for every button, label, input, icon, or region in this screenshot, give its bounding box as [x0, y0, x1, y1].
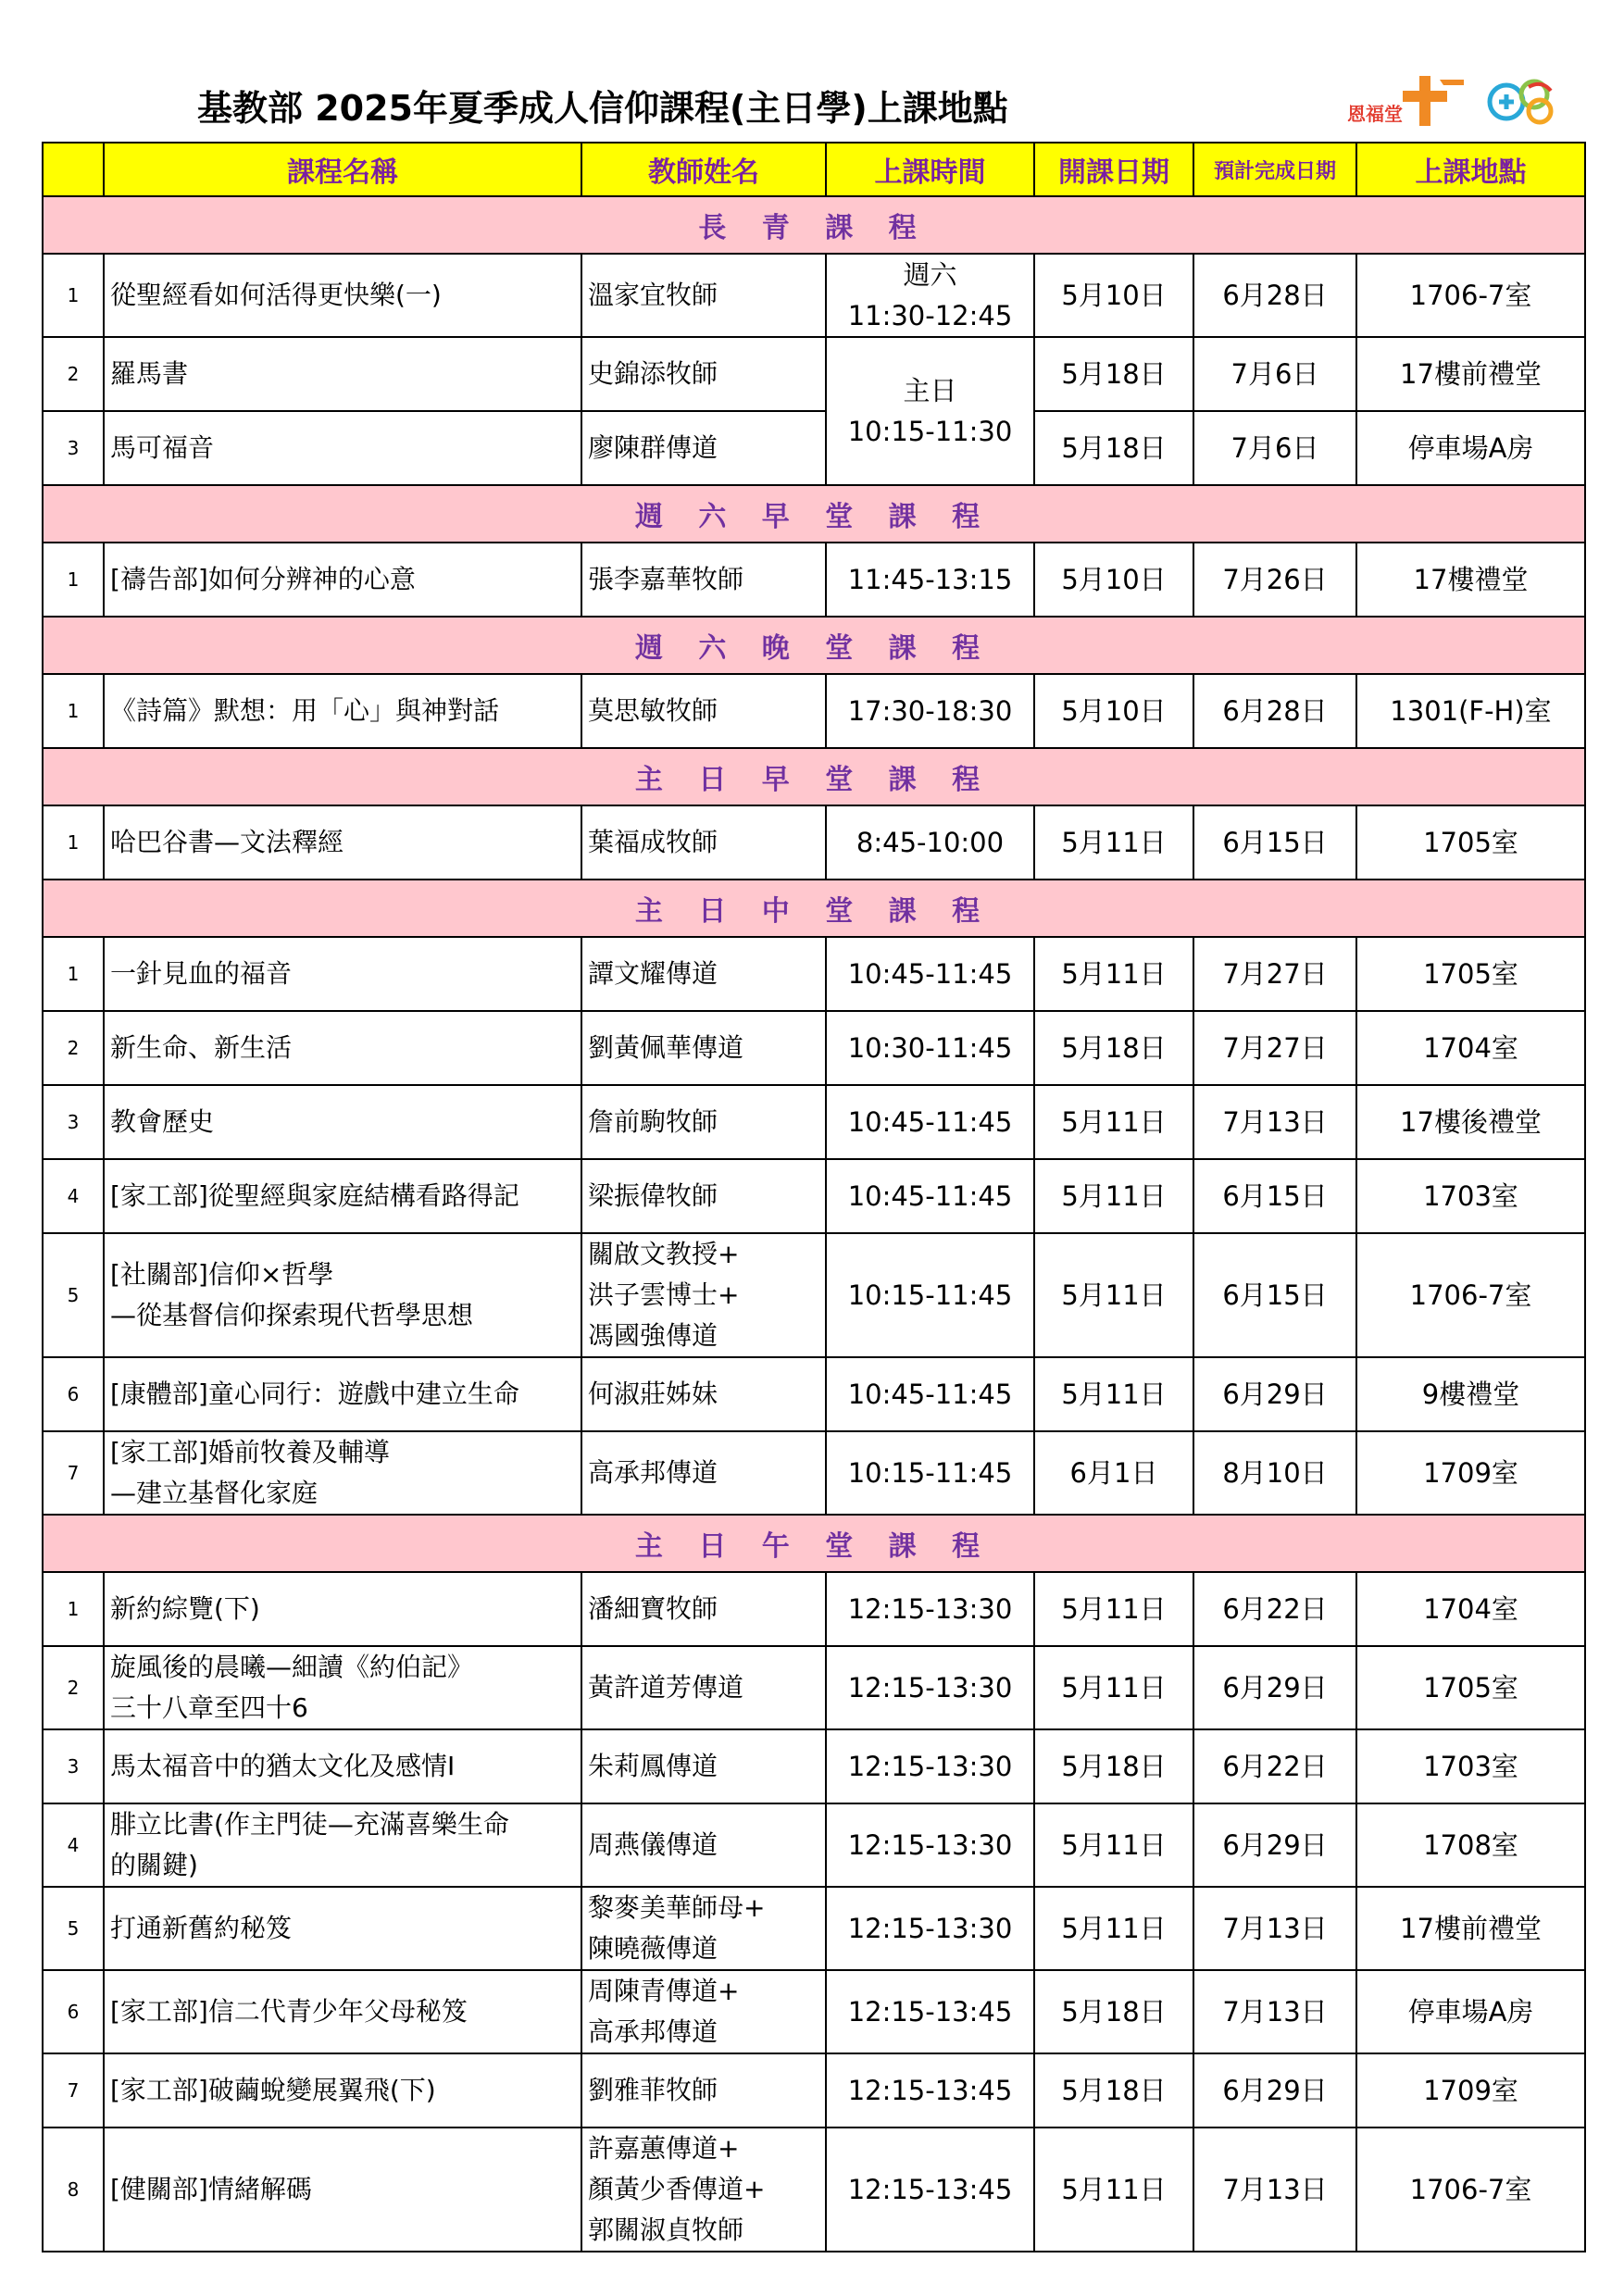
- class-time: 主日: [903, 375, 957, 406]
- location: 1705室: [1356, 805, 1585, 880]
- class-time: 10:15-11:45: [847, 1279, 1013, 1311]
- class-time-cell: [826, 1970, 1034, 2053]
- row-number: 6: [43, 1357, 104, 1431]
- teacher-name: 潘細寶牧師: [588, 1593, 718, 1624]
- course-name: [家工部]從聖經與家庭結構看路得記: [110, 1180, 519, 1211]
- start-date: 5月18日: [1034, 1970, 1193, 2053]
- teacher-name: 陳曉薇傳道: [588, 1933, 718, 1964]
- course-name: [健關部]情緒解碼: [110, 2174, 312, 2204]
- start-date: 5月11日: [1034, 1159, 1193, 1233]
- class-time: 12:15-13:30: [847, 1751, 1013, 1782]
- course-name: 《詩篇》默想：用「心」與神對話: [110, 695, 500, 726]
- class-time: 10:45-11:45: [847, 1379, 1013, 1410]
- end-date: 6月22日: [1193, 1729, 1356, 1803]
- teacher-name: 朱莉鳳傳道: [588, 1751, 718, 1781]
- table-row: [43, 1431, 1585, 1515]
- end-date: 6月29日: [1193, 2053, 1356, 2128]
- class-time-cell: [826, 1233, 1034, 1357]
- class-time: 12:15-13:30: [847, 1829, 1013, 1861]
- start-date: 5月10日: [1034, 254, 1193, 337]
- location: 17樓禮堂: [1356, 543, 1585, 617]
- location: 1709室: [1356, 2053, 1585, 2128]
- course-table: [42, 142, 1586, 2252]
- class-time-cell: [826, 1572, 1034, 1646]
- course-name: 馬可福音: [110, 432, 215, 463]
- teacher-name: 關啟文教授+: [588, 1239, 740, 1269]
- teacher-name: 許嘉蕙傳道+: [588, 2133, 740, 2164]
- class-time: 10:15-11:30: [847, 416, 1013, 447]
- teacher-cell: [581, 674, 826, 748]
- table-row: [43, 543, 1585, 617]
- table-row: [43, 1646, 1585, 1729]
- class-time: 12:15-13:30: [847, 1913, 1013, 1944]
- class-time: 8:45-10:00: [856, 827, 1005, 858]
- location: 1705室: [1356, 1646, 1585, 1729]
- end-date: 6月15日: [1193, 805, 1356, 880]
- teacher-name: 譚文耀傳道: [588, 958, 718, 989]
- header-course-name: 課程名稱: [104, 143, 581, 196]
- location: 17樓後禮堂: [1356, 1085, 1585, 1159]
- table-row: [43, 1803, 1585, 1887]
- teacher-cell: [581, 1729, 826, 1803]
- section-header: [43, 1515, 1585, 1572]
- teacher-cell: [581, 337, 826, 411]
- start-date: 5月11日: [1034, 1233, 1193, 1357]
- teacher-cell: [581, 543, 826, 617]
- class-time-cell: [826, 254, 1034, 337]
- section-header: [43, 748, 1585, 805]
- teacher-name: 洪子雲博士+: [588, 1279, 740, 1310]
- table-row: [43, 1085, 1585, 1159]
- row-number: 3: [43, 1729, 104, 1803]
- teacher-cell: [581, 1970, 826, 2053]
- course-name-cell: [104, 1803, 581, 1887]
- teacher-name: 莫思敏牧師: [588, 695, 718, 726]
- teacher-name: 張李嘉華牧師: [588, 564, 744, 594]
- section-title: 主 日 午 堂 課 程: [43, 1515, 1585, 1572]
- course-name-cell: [104, 543, 581, 617]
- course-name: 新約綜覽(下): [110, 1593, 260, 1624]
- row-number: 1: [43, 674, 104, 748]
- course-name-cell: [104, 1159, 581, 1233]
- course-name-cell: [104, 1085, 581, 1159]
- start-date: 5月11日: [1034, 1572, 1193, 1646]
- teacher-cell: [581, 805, 826, 880]
- start-date: 5月11日: [1034, 1085, 1193, 1159]
- course-name: 打通新舊約秘笈: [110, 1913, 293, 1943]
- course-name: 教會歷史: [110, 1106, 215, 1137]
- teacher-cell: [581, 1011, 826, 1085]
- class-time-cell: [826, 1011, 1034, 1085]
- course-name: —建立基督化家庭: [110, 1478, 319, 1508]
- header-teacher: 教師姓名: [581, 143, 826, 196]
- location: 停車場A房: [1356, 411, 1585, 485]
- teacher-cell: [581, 254, 826, 337]
- location: 1706-7室: [1356, 2128, 1585, 2252]
- section-title: 週 六 晚 堂 課 程: [43, 617, 1585, 674]
- section-header: [43, 196, 1585, 254]
- course-name-cell: [104, 1357, 581, 1431]
- class-time-cell: [826, 1085, 1034, 1159]
- location: 1704室: [1356, 1011, 1585, 1085]
- end-date: 7月26日: [1193, 543, 1356, 617]
- row-number: 4: [43, 1159, 104, 1233]
- location: 1706-7室: [1356, 254, 1585, 337]
- location: 1703室: [1356, 1729, 1585, 1803]
- course-name-cell: [104, 2053, 581, 2128]
- teacher-name: 詹前駒牧師: [588, 1106, 718, 1137]
- table-row: [43, 937, 1585, 1011]
- course-name-cell: [104, 674, 581, 748]
- end-date: 7月13日: [1193, 1887, 1356, 1970]
- course-name: 馬太福音中的猶太文化及感情Ⅰ: [110, 1751, 456, 1781]
- class-time-cell: [826, 1159, 1034, 1233]
- row-number: 2: [43, 1011, 104, 1085]
- end-date: 6月22日: [1193, 1572, 1356, 1646]
- table-row: [43, 1887, 1585, 1970]
- end-date: 6月15日: [1193, 1159, 1356, 1233]
- teacher-name: 何淑莊姊妹: [588, 1379, 718, 1409]
- table-row: [43, 805, 1585, 880]
- class-time-cell: [826, 543, 1034, 617]
- end-date: 6月29日: [1193, 1803, 1356, 1887]
- table-row: [43, 1729, 1585, 1803]
- course-name-cell: [104, 1431, 581, 1515]
- course-name-cell: [104, 1572, 581, 1646]
- teacher-cell: [581, 1803, 826, 1887]
- location: 1703室: [1356, 1159, 1585, 1233]
- class-time-cell: [826, 1887, 1034, 1970]
- end-date: 7月13日: [1193, 1085, 1356, 1159]
- teacher-cell: [581, 1233, 826, 1357]
- course-name: 羅馬書: [110, 358, 189, 389]
- class-time-cell: [826, 674, 1034, 748]
- course-name-cell: [104, 1233, 581, 1357]
- course-name-cell: [104, 937, 581, 1011]
- teacher-name: 郭關淑貞牧師: [588, 2215, 744, 2245]
- table-row: [43, 1970, 1585, 2053]
- course-name: 哈巴谷書—文法釋經: [110, 827, 344, 857]
- department-logo: [1486, 70, 1560, 130]
- section-title: 週 六 早 堂 課 程: [43, 485, 1585, 543]
- start-date: 5月11日: [1034, 1646, 1193, 1729]
- class-time-cell: [826, 1431, 1034, 1515]
- location: 1301(F-H)室: [1356, 674, 1585, 748]
- row-number: 1: [43, 937, 104, 1011]
- class-time: 11:45-13:15: [847, 564, 1013, 595]
- teacher-name: 溫家宜牧師: [588, 280, 718, 310]
- row-number: 1: [43, 254, 104, 337]
- header-no: [43, 143, 104, 196]
- table-row: [43, 1357, 1585, 1431]
- class-time-cell: [826, 337, 1034, 485]
- course-name: [家工部]婚前牧養及輔導: [110, 1437, 390, 1467]
- row-number: 2: [43, 337, 104, 411]
- teacher-name: 高承邦傳道: [588, 1457, 718, 1488]
- class-time-cell: [826, 1646, 1034, 1729]
- teacher-cell: [581, 1431, 826, 1515]
- end-date: 7月13日: [1193, 2128, 1356, 2252]
- teacher-cell: [581, 411, 826, 485]
- course-name-cell: [104, 1970, 581, 2053]
- class-time: 12:15-13:30: [847, 1672, 1013, 1703]
- class-time-cell: [826, 1357, 1034, 1431]
- table-row: [43, 337, 1585, 411]
- start-date: 5月11日: [1034, 1803, 1193, 1887]
- class-time: 12:15-13:30: [847, 1593, 1013, 1625]
- course-name: [康體部]童心同行：遊戲中建立生命: [110, 1379, 519, 1409]
- course-name: 三十八章至四十6: [110, 1692, 308, 1723]
- start-date: 6月1日: [1034, 1431, 1193, 1515]
- end-date: 6月29日: [1193, 1646, 1356, 1729]
- course-name-cell: [104, 1729, 581, 1803]
- location: 停車場A房: [1356, 1970, 1585, 2053]
- teacher-cell: [581, 1085, 826, 1159]
- class-time: 10:30-11:45: [847, 1032, 1013, 1064]
- course-name-cell: [104, 1011, 581, 1085]
- teacher-cell: [581, 1887, 826, 1970]
- table-row: [43, 1011, 1585, 1085]
- table-row: [43, 2053, 1585, 2128]
- row-number: 7: [43, 1431, 104, 1515]
- teacher-name: 高承邦傳道: [588, 2016, 718, 2047]
- teacher-name: 黃許道芳傳道: [588, 1672, 744, 1703]
- class-time: 11:30-12:45: [847, 300, 1013, 331]
- course-name: [家工部]破繭蛻變展翼飛(下): [110, 2075, 436, 2105]
- section-header: [43, 617, 1585, 674]
- start-date: 5月11日: [1034, 805, 1193, 880]
- row-number: 7: [43, 2053, 104, 2128]
- teacher-cell: [581, 1159, 826, 1233]
- location: 1708室: [1356, 1803, 1585, 1887]
- class-time-cell: [826, 2053, 1034, 2128]
- start-date: 5月18日: [1034, 2053, 1193, 2128]
- table-row: [43, 1572, 1585, 1646]
- end-date: 7月13日: [1193, 1970, 1356, 2053]
- start-date: 5月18日: [1034, 337, 1193, 411]
- course-name: [社關部]信仰×哲學: [110, 1259, 334, 1290]
- row-number: 6: [43, 1970, 104, 2053]
- row-number: 3: [43, 411, 104, 485]
- section-header: [43, 880, 1585, 937]
- location: 1706-7室: [1356, 1233, 1585, 1357]
- course-name: 旋風後的晨曦—細讀《約伯記》: [110, 1652, 474, 1682]
- course-name-cell: [104, 2128, 581, 2252]
- header-start-date: 開課日期: [1034, 143, 1193, 196]
- teacher-name: 顏黃少香傳道+: [588, 2174, 766, 2204]
- row-number: 8: [43, 2128, 104, 2252]
- header-end-date: 預計完成日期: [1193, 143, 1356, 196]
- course-name: [家工部]信二代青少年父母秘笈: [110, 1996, 468, 2027]
- course-name: 新生命、新生活: [110, 1032, 293, 1063]
- location: 17樓前禮堂: [1356, 1887, 1585, 1970]
- start-date: 5月10日: [1034, 543, 1193, 617]
- header-location: 上課地點: [1356, 143, 1585, 196]
- section-title: 主 日 中 堂 課 程: [43, 880, 1585, 937]
- course-name-cell: [104, 1887, 581, 1970]
- end-date: 7月6日: [1193, 411, 1356, 485]
- class-time-cell: [826, 1803, 1034, 1887]
- course-name-cell: [104, 337, 581, 411]
- row-number: 1: [43, 543, 104, 617]
- course-name: —從基督信仰探索現代哲學思想: [110, 1300, 474, 1330]
- class-time: 12:15-13:45: [847, 2174, 1013, 2205]
- section-title: 長 青 課 程: [43, 196, 1585, 254]
- row-number: 3: [43, 1085, 104, 1159]
- end-date: 7月6日: [1193, 337, 1356, 411]
- table-row: [43, 1233, 1585, 1357]
- teacher-cell: [581, 1357, 826, 1431]
- course-name-cell: [104, 805, 581, 880]
- class-time: 10:45-11:45: [847, 1106, 1013, 1138]
- teacher-name: 廖陳群傳道: [588, 432, 718, 463]
- end-date: 6月28日: [1193, 674, 1356, 748]
- class-time: 17:30-18:30: [847, 695, 1013, 727]
- course-name: [禱告部]如何分辨神的心意: [110, 564, 416, 594]
- row-number: 1: [43, 1572, 104, 1646]
- class-time: 12:15-13:45: [847, 2075, 1013, 2106]
- table-row: [43, 411, 1585, 485]
- row-number: 2: [43, 1646, 104, 1729]
- class-time-cell: [826, 937, 1034, 1011]
- teacher-name: 史錦添牧師: [588, 358, 718, 389]
- class-time-cell: [826, 1729, 1034, 1803]
- course-name: 一針見血的福音: [110, 958, 293, 989]
- teacher-name: 劉黃佩華傳道: [588, 1032, 744, 1063]
- start-date: 5月11日: [1034, 2128, 1193, 2252]
- start-date: 5月11日: [1034, 1887, 1193, 1970]
- teacher-name: 梁振偉牧師: [588, 1180, 718, 1211]
- teacher-cell: [581, 2128, 826, 2252]
- start-date: 5月11日: [1034, 1357, 1193, 1431]
- start-date: 5月10日: [1034, 674, 1193, 748]
- location: 1705室: [1356, 937, 1585, 1011]
- teacher-name: 馮國強傳道: [588, 1320, 718, 1351]
- class-time-cell: [826, 2128, 1034, 2252]
- class-time: 10:15-11:45: [847, 1457, 1013, 1489]
- end-date: 7月27日: [1193, 937, 1356, 1011]
- table-row: [43, 1159, 1585, 1233]
- start-date: 5月11日: [1034, 937, 1193, 1011]
- table-row: [43, 2128, 1585, 2252]
- table-row: [43, 254, 1585, 337]
- location: 9樓禮堂: [1356, 1357, 1585, 1431]
- teacher-cell: [581, 2053, 826, 2128]
- class-time: 週六: [903, 259, 957, 291]
- course-name: 從聖經看如何活得更快樂(一): [110, 280, 442, 310]
- church-logo: [1347, 72, 1468, 130]
- teacher-cell: [581, 1572, 826, 1646]
- course-name-cell: [104, 1646, 581, 1729]
- row-number: 5: [43, 1887, 104, 1970]
- start-date: 5月18日: [1034, 1011, 1193, 1085]
- teacher-cell: [581, 1646, 826, 1729]
- course-name-cell: [104, 411, 581, 485]
- course-name: 腓立比書(作主門徒—充滿喜樂生命: [110, 1809, 509, 1840]
- teacher-name: 葉福成牧師: [588, 827, 718, 857]
- course-name-cell: [104, 254, 581, 337]
- page-title: 基教部 2025年夏季成人信仰課程(主日學)上課地點: [197, 88, 1008, 129]
- row-number: 1: [43, 805, 104, 880]
- teacher-name: 黎麥美華師母+: [588, 1892, 766, 1923]
- end-date: 6月28日: [1193, 254, 1356, 337]
- header-row: [43, 143, 1585, 196]
- end-date: 8月10日: [1193, 1431, 1356, 1515]
- end-date: 7月27日: [1193, 1011, 1356, 1085]
- end-date: 6月29日: [1193, 1357, 1356, 1431]
- location: 1709室: [1356, 1431, 1585, 1515]
- end-date: 6月15日: [1193, 1233, 1356, 1357]
- row-number: 5: [43, 1233, 104, 1357]
- teacher-name: 劉雅菲牧師: [588, 2075, 718, 2105]
- logo-text: 恩福堂: [1347, 103, 1403, 125]
- teacher-name: 周燕儀傳道: [588, 1829, 718, 1860]
- start-date: 5月18日: [1034, 411, 1193, 485]
- table-row: [43, 674, 1585, 748]
- location: 17樓前禮堂: [1356, 337, 1585, 411]
- section-header: [43, 485, 1585, 543]
- course-name: 的關鍵): [110, 1850, 198, 1880]
- location: 1704室: [1356, 1572, 1585, 1646]
- start-date: 5月18日: [1034, 1729, 1193, 1803]
- class-time: 12:15-13:45: [847, 1996, 1013, 2028]
- section-title: 主 日 早 堂 課 程: [43, 748, 1585, 805]
- teacher-cell: [581, 937, 826, 1011]
- teacher-name: 周陳青傳道+: [588, 1976, 740, 2006]
- class-time-cell: [826, 805, 1034, 880]
- header-time: 上課時間: [826, 143, 1034, 196]
- class-time: 10:45-11:45: [847, 958, 1013, 990]
- class-time: 10:45-11:45: [847, 1180, 1013, 1212]
- row-number: 4: [43, 1803, 104, 1887]
